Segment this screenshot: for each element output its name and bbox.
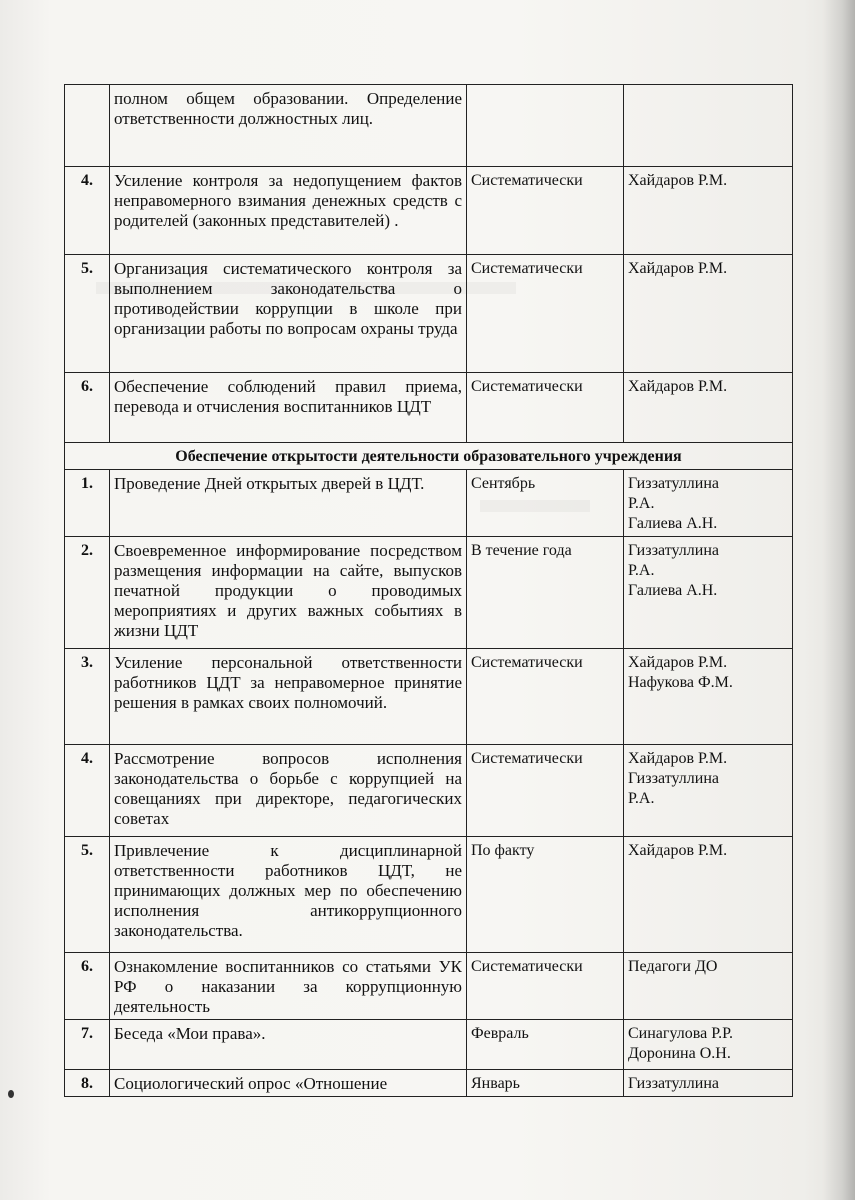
responsible-person: Гиззатуллина [628,770,719,787]
responsible-person: Галиева А.Н. [628,515,718,532]
responsible-person: Гиззатуллина [628,542,719,559]
responsible-cell [624,953,793,1020]
activity-text: полном общем образовании. Определение ответственности должностных лиц. [110,85,467,167]
deadline-cell: Систематически [467,373,624,443]
deadline-cell: Февраль [467,1020,624,1070]
table-row [65,953,793,1020]
responsible-cell [624,167,793,255]
activity-text: Усиление контроля за недопущением фактов неправомерного взимания денежных средств с родителей (законных представителей) . [110,167,467,255]
responsible-person: Синагулова Р.Р. [628,1025,733,1042]
deadline-cell: Январь [467,1070,624,1097]
section-heading-body [65,443,793,470]
responsible-person: Хайдаров Р.М. [628,260,728,277]
table-row [65,1070,793,1097]
page-edge-shadow [823,0,855,1200]
table-row [65,1020,793,1070]
table-row [65,745,793,837]
table-row [65,255,793,373]
activity-text: Привлечение к дисциплинарной ответственности работников ЦДТ, не принимающих должных мер по обеспечению исполнения антикоррупционного законодательства. [110,837,467,953]
table-body-top [65,85,793,443]
activity-text: Проведение Дней открытых дверей в ЦДТ. [110,470,467,537]
activity-text: Ознакомление воспитанников со статьями УК РФ о наказании за коррупционную деятельность [110,953,467,1020]
deadline-cell: Систематически [467,649,624,745]
table-row [65,649,793,745]
responsible-person: Гиззатуллина [628,1075,719,1092]
responsible-person: Р.А. [628,495,655,512]
row-number: 4. [65,745,110,837]
table-body-bottom [65,470,793,1097]
responsible-cell [624,745,793,837]
row-number: 1. [65,470,110,537]
responsible-person: Доронина О.Н. [628,1045,731,1062]
row-number: 5. [65,837,110,953]
deadline-cell: Систематически [467,255,624,373]
row-number: 6. [65,953,110,1020]
deadline-cell: Систематически [467,167,624,255]
table-row [65,470,793,537]
responsible-cell [624,1070,793,1097]
table-row [65,167,793,255]
row-number [65,85,110,167]
activity-text: Своевременное информирование посредством размещения информации на сайте, выпусков печатной продукции о проводимых мероприятиях и других важных событиях в жизни ЦДТ [110,537,467,649]
row-number: 5. [65,255,110,373]
responsible-person: Хайдаров Р.М. [628,172,728,189]
responsible-cell [624,1020,793,1070]
plan-table [64,84,793,1097]
row-number: 7. [65,1020,110,1070]
responsible-person: Педагоги ДО [628,958,718,975]
activity-text: Социологический опрос «Отношение [110,1070,467,1097]
deadline-cell [467,85,624,167]
deadline-cell: Систематически [467,953,624,1020]
responsible-cell [624,649,793,745]
responsible-person: Р.А. [628,562,655,579]
responsible-person: Гиззатуллина [628,475,719,492]
responsible-cell [624,470,793,537]
deadline-cell: По факту [467,837,624,953]
activity-text: Рассмотрение вопросов исполнения законодательства о борьбе с коррупцией на совещаниях при директоре, педагогических советах [110,745,467,837]
activity-text: Обеспечение соблюдений правил приема, перевода и отчисления воспитанников ЦДТ [110,373,467,443]
activity-text: Организация систематического контроля за выполнением законодательства о противодействии коррупции в школе при организации работы по вопросам охраны труда [110,255,467,373]
row-number: 8. [65,1070,110,1097]
responsible-cell [624,85,793,167]
section-heading: Обеспечение открытости деятельности образовательного учреждения [65,443,793,470]
row-number: 4. [65,167,110,255]
table-row [65,85,793,167]
deadline-cell: Систематически [467,745,624,837]
table-row [65,837,793,953]
table-row [65,373,793,443]
responsible-person: Хайдаров Р.М. [628,378,728,395]
responsible-person: Хайдаров Р.М. [628,654,728,671]
deadline-cell: Сентябрь [467,470,624,537]
responsible-person: Р.А. [628,790,655,807]
activity-text: Беседа «Мои права». [110,1020,467,1070]
responsible-person: Хайдаров Р.М. [628,750,728,767]
responsible-cell [624,255,793,373]
responsible-person: Галиева А.Н. [628,582,718,599]
deadline-cell: В течение года [467,537,624,649]
responsible-cell [624,373,793,443]
activity-text: Усиление персональной ответственности работников ЦДТ за неправомерное принятие решения в рамках своих полномочий. [110,649,467,745]
section-row [65,443,793,470]
scan-speck [8,1090,14,1098]
row-number: 6. [65,373,110,443]
responsible-person: Хайдаров Р.М. [628,842,728,859]
row-number: 3. [65,649,110,745]
responsible-cell [624,537,793,649]
responsible-cell [624,837,793,953]
row-number: 2. [65,537,110,649]
responsible-person: Нафукова Ф.М. [628,674,733,691]
table-row [65,537,793,649]
